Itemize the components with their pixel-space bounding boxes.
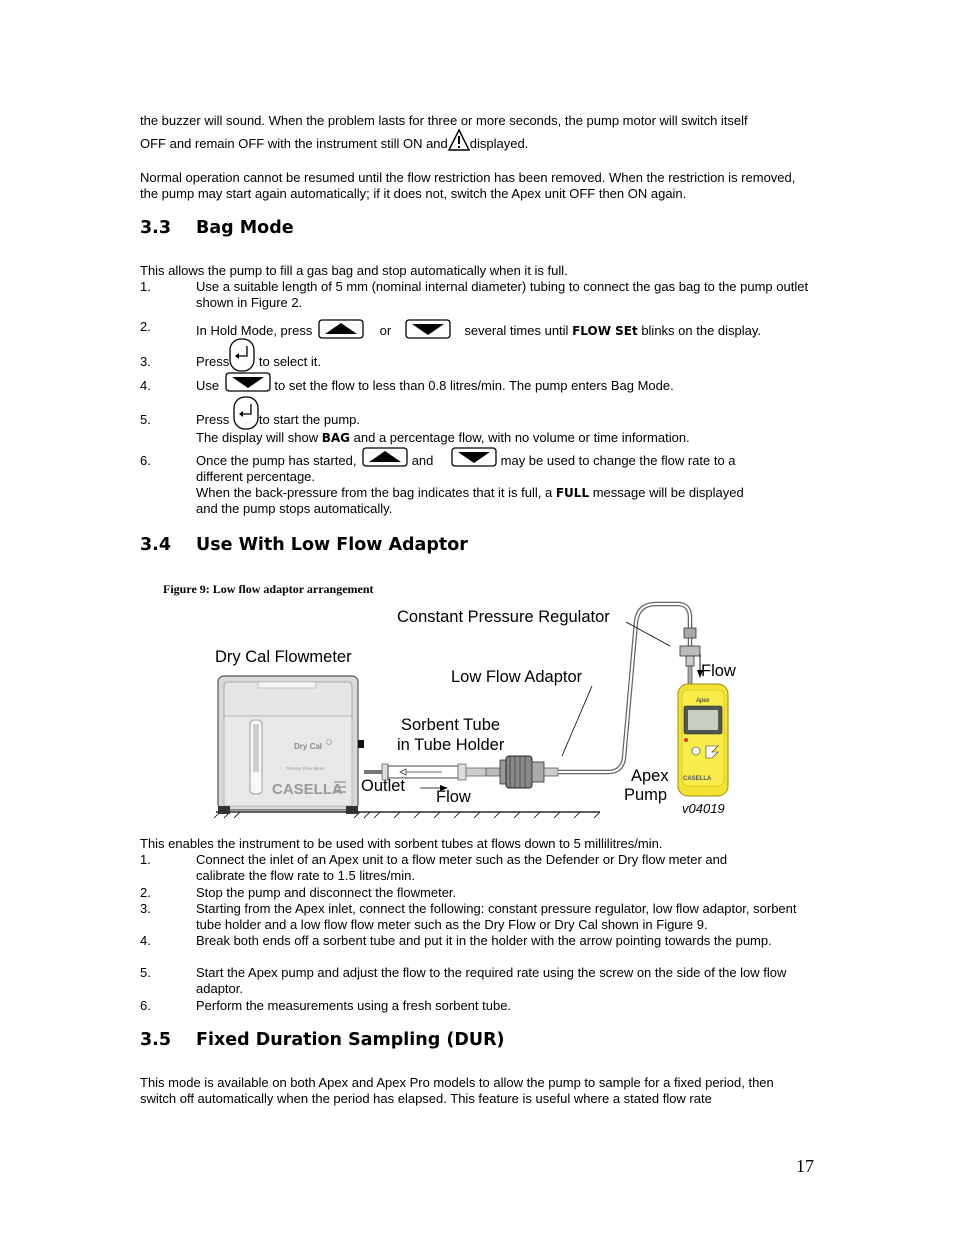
- label-flow-top: Flow: [701, 662, 736, 680]
- up-arrow-key-icon: [318, 319, 364, 339]
- enter-key-icon: [233, 396, 259, 430]
- section-3-4-heading: [140, 535, 468, 555]
- fixed-duration-para: This mode is available on both Apex and Apex Pro models to allow the pump to sample for a fixed period, then switch off automatically when the period has elapsed. This feature is useful where a stated flow rate: [140, 1075, 774, 1106]
- bag-mode-intro: This allows the pump to fill a gas bag and stop automatically when it is full.: [140, 263, 568, 278]
- intro-para-2: Normal operation cannot be resumed until the flow restriction has been removed. When the restriction is removed, the pump may start again automatically; if it does not, switch the Apex unit OFF then ON again.: [140, 170, 796, 201]
- drycal-flowmeter: [218, 676, 364, 814]
- label-low-flow-adaptor: Low Flow Adaptor: [451, 668, 583, 686]
- section-3-3-heading: [140, 218, 294, 238]
- figure-9: [210, 598, 750, 823]
- constant-pressure-regulator: [680, 628, 700, 684]
- section-number: 3.5: [140, 1030, 172, 1050]
- intro-line-2a: OFF and remain OFF with the instrument still ON and: [140, 136, 448, 151]
- apex-pump: [678, 684, 728, 796]
- low-flow-intro: This enables the instrument to be used with sorbent tubes at flows down to 5 millilitres/min.: [140, 836, 663, 851]
- label-flow-bottom: Flow: [436, 788, 471, 806]
- label-constant-pressure-regulator: Constant Pressure Regulator: [397, 608, 610, 626]
- section-number: 3.4: [140, 535, 172, 555]
- label-apex: Apex: [631, 767, 669, 785]
- section-3-5-heading: [140, 1030, 505, 1050]
- section-title: Bag Mode: [196, 218, 294, 238]
- label-outlet: Outlet: [361, 777, 406, 795]
- apex-brand: Apex: [696, 698, 710, 704]
- up-arrow-key-icon: [362, 447, 408, 467]
- enter-key-icon: [229, 338, 255, 372]
- drycal-subtitle: Primary Flow Meter: [286, 766, 326, 771]
- section-number: 3.3: [140, 218, 172, 238]
- down-arrow-key-icon: [451, 447, 497, 467]
- section-title: Fixed Duration Sampling (DUR): [196, 1030, 505, 1050]
- figure-code: v04019: [682, 801, 725, 816]
- low-flow-adaptor: [486, 756, 558, 788]
- drycal-brand: Dry Cal: [294, 742, 323, 751]
- figure-caption: Figure 9: Low flow adaptor arrangement: [163, 582, 374, 596]
- casella-logo: CASELLA: [272, 781, 343, 798]
- intro-line-2: [140, 129, 812, 152]
- down-arrow-key-icon: [405, 319, 451, 339]
- apex-casella-logo: CASELLA: [683, 776, 712, 782]
- warning-icon: [448, 129, 470, 151]
- figure-9-drawing: [210, 598, 750, 823]
- section-title: Use With Low Flow Adaptor: [196, 535, 468, 555]
- label-in-tube-holder: in Tube Holder: [397, 736, 505, 754]
- intro-line-1: the buzzer will sound. When the problem lasts for three or more seconds, the pump motor will switch itself: [140, 113, 748, 128]
- down-arrow-key-icon: [225, 372, 271, 392]
- intro-line-2b: displayed.: [469, 136, 529, 151]
- label-sorbent-tube: Sorbent Tube: [401, 716, 501, 734]
- label-dry-cal-flowmeter: Dry Cal Flowmeter: [215, 648, 352, 666]
- page-number: 17: [796, 1156, 814, 1176]
- label-pump: Pump: [624, 786, 668, 804]
